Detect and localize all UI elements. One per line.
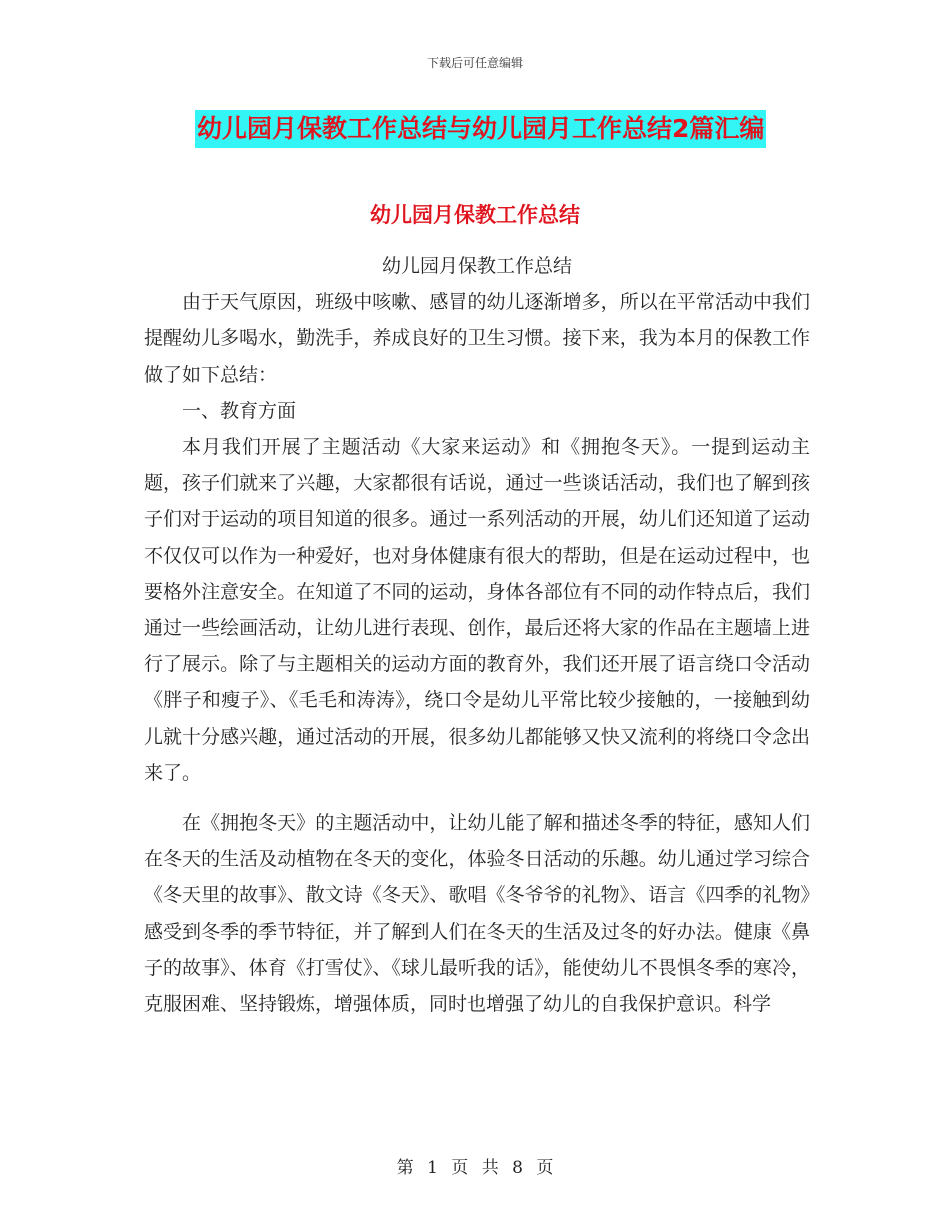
paragraph-intro: 由于天气原因，班级中咳嗽、感冒的幼儿逐渐增多，所以在平常活动中我们提醒幼儿多喝水，勤洗手，养成良好的卫生习惯。接下来，我为本月的保教工作做了如下总结： [144,291,810,386]
paragraph-heading: 幼儿园月保教工作总结 [381,255,572,277]
paragraph-section-heading: 一、教育方面 [182,399,297,422]
page-footer: 第 1 页 共 8 页 [396,1158,554,1178]
section-title: 幼儿园月保教工作总结 [370,203,580,227]
paragraph-winter: 在《拥抱冬天》的主题活动中，让幼儿能了解和描述冬季的特征，感知人们在冬天的生活及动植物在冬天的变化，体验冬日活动的乐趣。幼儿通过学习综合《冬天里的故事》、散文诗《冬天》、歌唱《冬爷爷的礼物》、语言《四季的礼物》感受到冬季的季节特征，并了解到人们在冬天的生活及过冬的好办法。健康《鼻子的故事》、体育《打雪仗》、《球儿最听我的话》，能使幼儿不畏惧冬季的寒冷，克服困难、坚持锻炼，增强体质，同时也增强了幼儿的自我保护意识。科学 [144,812,810,1016]
header-note: 下载后可任意编辑 [426,56,523,70]
document-main-title: 幼儿园月保教工作总结与幼儿园月工作总结2篇汇编 [195,110,766,148]
document-body [144,248,810,1022]
paragraph-education: 本月我们开展了主题活动《大家来运动》和《拥抱冬天》。一提到运动主题，孩子们就来了兴趣，大家都很有话说，通过一些谈话活动，我们也了解到孩子们对于运动的项目知道的很多。通过一系列活动的开展，幼儿们还知道了运动不仅仅可以作为一种爱好，也对身体健康有很大的帮助，但是在运动过程中，也要格外注意安全。在知道了不同的运动，身体各部位有不同的动作特点后，我们通过一些绘画活动，让幼儿进行表现、创作，最后还将大家的作品在主题墙上进行了展示。除了与主题相关的运动方面的教育外，我们还开展了语言绕口令活动《胖子和瘦子》、《毛毛和涛涛》，绕口令是幼儿平常比较少接触的，一接触到幼儿就十分感兴趣，通过活动的开展，很多幼儿都能够又快又流利的将绕口令念出来了。 [144,436,810,784]
